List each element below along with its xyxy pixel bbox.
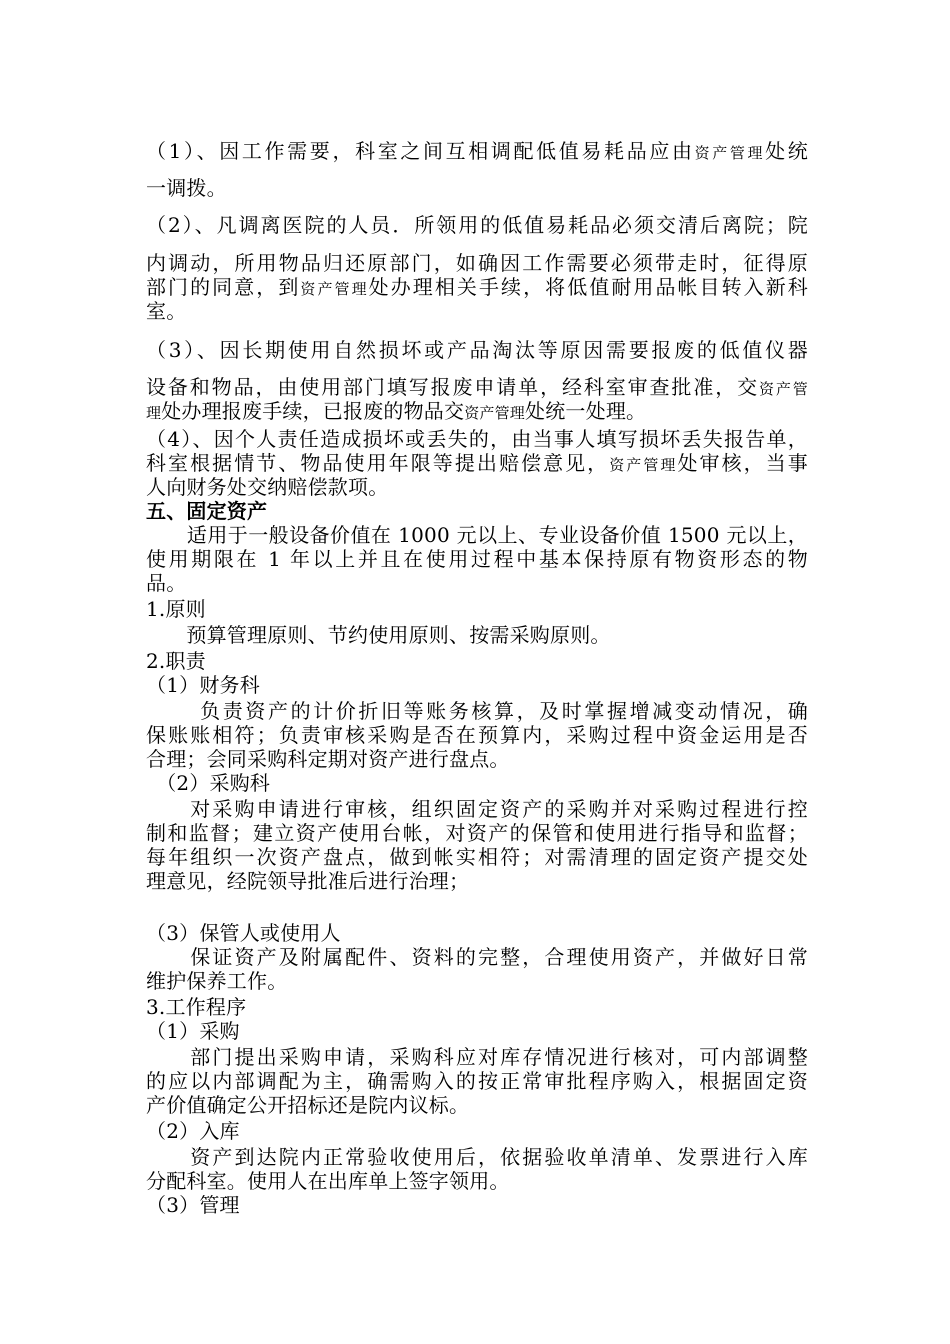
paragraph-line: 保证资产及附属配件、资料的完整，合理使用资产，并做好日常 bbox=[146, 945, 808, 969]
paragraph-line: （3）、因长期使用自然损坏或产品淘汰等原因需要报废的低值仪器 bbox=[146, 338, 808, 362]
paragraph-line: 理意见，经院领导批准后进行治理； bbox=[146, 869, 470, 893]
paragraph-line: 内调动，所用物品归还原部门，如确因工作需要必须带走时，征得原 bbox=[146, 251, 808, 275]
paragraph-line: （4）、因个人责任造成损坏或丢失的，由当事人填写损坏丢失报告单， bbox=[146, 427, 808, 451]
paragraph-line: 每年组织一次资产盘点，做到帐实相符；对需清理的固定资产提交处 bbox=[146, 845, 808, 869]
paragraph-line: 一调拨。 bbox=[146, 176, 227, 200]
subheading: 1.原则 bbox=[146, 597, 206, 621]
paragraph-line: （1）、因工作需要，科室之间互相调配低值易耗品应由资产管理处统 bbox=[146, 139, 808, 163]
paragraph-line: 预算管理原则、节约使用原则、按需采购原则。 bbox=[146, 623, 611, 647]
paragraph-line: 对采购申请进行审核，组织固定资产的采购并对采购过程进行控 bbox=[146, 797, 808, 821]
subheading: 2.职责 bbox=[146, 649, 206, 673]
paragraph-line: （2）、凡调离医院的人员．所领用的低值易耗品必须交清后离院；院 bbox=[146, 213, 808, 237]
paragraph-line: 设备和物品，由使用部门填写报废申请单，经科室审查批准，交资产管 bbox=[146, 375, 808, 399]
paragraph-line: 分配科室。使用人在出库单上签字领用。 bbox=[146, 1169, 510, 1193]
paragraph-line: 合理；会同采购科定期对资产进行盘点。 bbox=[146, 747, 510, 771]
paragraph-line: 人向财务处交纳赔偿款项。 bbox=[146, 475, 389, 499]
subheading: （1）财务科 bbox=[146, 673, 260, 697]
paragraph-line: 使用期限在 1 年以上并且在使用过程中基本保持原有物资形态的物 bbox=[146, 547, 808, 571]
paragraph-line: 科室根据情节、物品使用年限等提出赔偿意见，资产管理处审核，当事 bbox=[146, 451, 808, 475]
subheading: （3）管理 bbox=[146, 1193, 240, 1217]
paragraph-line: 保账账相符；负责审核采购是否在预算内，采购过程中资金运用是否 bbox=[146, 723, 808, 747]
paragraph-line: 室。 bbox=[146, 299, 187, 323]
paragraph-line: 产价值确定公开招标还是院内议标。 bbox=[146, 1093, 470, 1117]
subheading: （3）保管人或使用人 bbox=[146, 921, 341, 945]
subheading: （1）采购 bbox=[146, 1019, 240, 1043]
subheading: （2）采购科 bbox=[146, 771, 271, 795]
paragraph-line: 部门提出采购申请，采购科应对库存情况进行核对，可内部调整 bbox=[146, 1045, 808, 1069]
subheading: 3.工作程序 bbox=[146, 995, 247, 1019]
paragraph-line: 制和监督；建立资产使用台帐，对资产的保管和使用进行指导和监督； bbox=[146, 821, 808, 845]
paragraph-line: 资产到达院内正常验收使用后，依据验收单清单、发票进行入库 bbox=[146, 1145, 808, 1169]
paragraph-line: 负责资产的计价折旧等账务核算，及时掌握增减变动情况，确 bbox=[146, 699, 808, 723]
paragraph-line: 品。 bbox=[146, 571, 187, 595]
paragraph-line: 理处办理报废手续，已报废的物品交资产管理处统一处理。 bbox=[146, 399, 647, 423]
paragraph-line: 维护保养工作。 bbox=[146, 969, 288, 993]
subheading: （2）入库 bbox=[146, 1119, 240, 1143]
paragraph-line: 适用于一般设备价值在 1000 元以上、专业设备价值 1500 元以上， bbox=[146, 523, 808, 547]
paragraph-line: 的应以内部调配为主，确需购入的按正常审批程序购入，根据固定资 bbox=[146, 1069, 808, 1093]
paragraph-line: 部门的同意，到资产管理处办理相关手续，将低值耐用品帐目转入新科 bbox=[146, 275, 808, 299]
section-heading: 五、固定资产 bbox=[146, 499, 268, 523]
